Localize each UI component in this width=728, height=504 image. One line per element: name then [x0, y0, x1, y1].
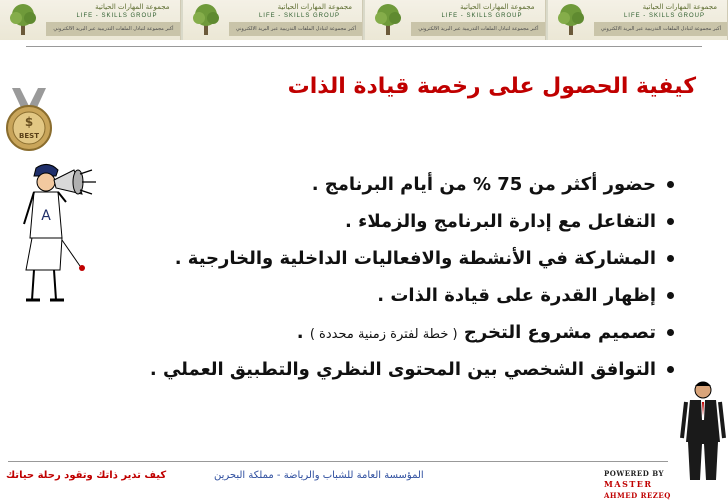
bullet-note: ( خطة لفترة زمنية محددة ) — [309, 327, 458, 342]
powered-by-label: POWERED BY — [604, 469, 665, 478]
svg-text:$: $ — [24, 115, 34, 129]
powered-by-author: AHMED REZEQ — [604, 491, 671, 500]
banner-slogan: أكبر مجموعة لتبادل الملفات التدريبية عبر البريد الالكتروني — [600, 26, 721, 32]
tree-icon — [554, 2, 588, 36]
banner-group-en: LIFE - SKILLS GROUP — [441, 13, 523, 19]
banner-group-ar: مجموعة المهارات الحياتية — [95, 3, 170, 11]
banner-slogan: أكبر مجموعة لتبادل الملفات التدريبية عبر البريد الالكتروني — [235, 26, 356, 32]
svg-text:A: A — [41, 208, 51, 224]
footer-organization: المؤسسة العامة للشباب والرياضة - مملكة البحرين — [214, 470, 424, 481]
top-divider — [26, 46, 702, 47]
banner-group-ar: مجموعة المهارات الحياتية — [642, 3, 717, 11]
banner-tile — [548, 0, 728, 40]
medal-icon — [2, 88, 56, 154]
banner-slogan: أكبر مجموعة لتبادل الملفات التدريبية عبر البريد الالكتروني — [418, 26, 539, 32]
bullet-icon — [667, 329, 674, 336]
tree-icon — [189, 2, 223, 36]
bullet-icon — [667, 181, 674, 188]
banner-tile — [183, 0, 364, 40]
bullet-icon — [667, 366, 674, 373]
bullet-list — [34, 166, 674, 388]
banner-group-en: LIFE - SKILLS GROUP — [258, 13, 340, 19]
banner-group-ar: مجموعة المهارات الحياتية — [460, 3, 535, 11]
powered-by-master: MASTER — [604, 479, 653, 489]
footer-slogan: كيف تدير ذاتك وتقود رحلة حياتك — [6, 470, 167, 481]
header-banner — [0, 0, 728, 40]
bottom-divider — [8, 461, 668, 462]
list-item: التفاعل مع إدارة البرنامج والزملاء . — [34, 203, 674, 240]
bullet-icon — [667, 255, 674, 262]
powered-by-block — [604, 468, 671, 501]
banner-slogan: أكبر مجموعة لتبادل الملفات التدريبية عبر البريد الالكتروني — [53, 26, 174, 32]
list-item: إظهار القدرة على قيادة الذات . — [34, 277, 674, 314]
medal-label: BEST — [19, 132, 39, 140]
banner-tile — [0, 0, 181, 40]
bullet-icon — [667, 292, 674, 299]
banner-group-ar: مجموعة المهارات الحياتية — [277, 3, 352, 11]
list-item: حضور أكثر من 75 % من أيام البرنامج . — [34, 166, 674, 203]
banner-group-en: LIFE - SKILLS GROUP — [76, 13, 158, 19]
page-title: كيفية الحصول على رخصة قيادة الذات — [287, 74, 696, 99]
businessman-icon — [680, 380, 726, 484]
list-item: تصميم مشروع التخرج ( خطة لفترة زمنية محددة ) . — [34, 314, 674, 351]
list-item: التوافق الشخصي بين المحتوى النظري والتطبيق العملي . — [34, 351, 674, 388]
banner-tile — [365, 0, 546, 40]
tree-icon — [371, 2, 405, 36]
tree-icon — [6, 2, 40, 36]
banner-group-en: LIFE - SKILLS GROUP — [623, 13, 705, 19]
list-item: المشاركة في الأنشطة والافعاليات الداخلية والخارجية . — [34, 240, 674, 277]
bullet-icon — [667, 218, 674, 225]
